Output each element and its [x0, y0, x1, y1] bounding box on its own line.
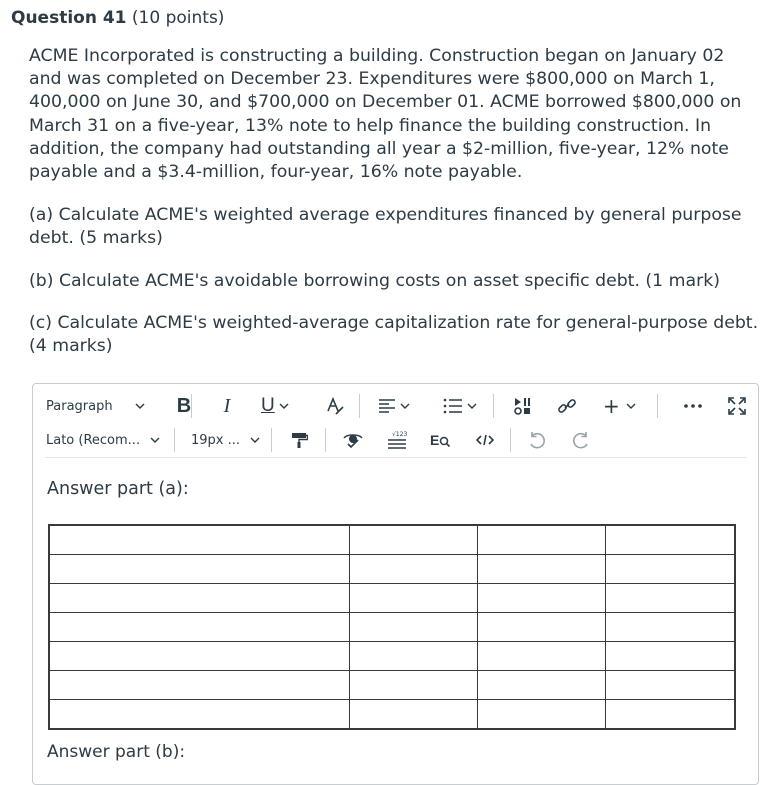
table-cell[interactable] — [478, 613, 606, 642]
align-icon[interactable] — [378, 394, 410, 418]
chevron-down-icon — [150, 437, 160, 443]
underline-icon[interactable]: U — [261, 394, 289, 418]
link-icon[interactable] — [555, 394, 579, 418]
table-row — [49, 584, 735, 613]
question-number: Question 41 — [11, 8, 127, 28]
rich-text-editor[interactable] — [32, 383, 759, 785]
table-row — [49, 700, 735, 730]
media-icon[interactable] — [511, 394, 535, 418]
table-cell[interactable] — [606, 642, 736, 671]
table-cell[interactable] — [478, 555, 606, 584]
table-cell[interactable] — [478, 700, 606, 730]
table-cell[interactable] — [606, 613, 736, 642]
table-cell[interactable] — [350, 642, 478, 671]
svg-text:√123: √123 — [392, 431, 407, 438]
question-part-b: (b) Calculate ACME's avoidable borrowing costs on asset specific debt. (1 mark) — [29, 270, 720, 291]
table-cell[interactable] — [606, 555, 736, 584]
table-cell[interactable] — [606, 671, 736, 700]
bold-icon[interactable]: B — [176, 394, 192, 417]
question-part-a: (a) Calculate ACME's weighted average expenditures financed by general purpose debt. (5 marks) — [29, 205, 742, 249]
table-cell[interactable] — [606, 584, 736, 613]
toolbar-divider — [45, 457, 746, 458]
answer-table[interactable] — [48, 524, 736, 730]
table-cell[interactable] — [478, 671, 606, 700]
html-icon[interactable] — [473, 428, 497, 452]
font-family-label: Lato (Recom... — [46, 432, 141, 448]
table-cell[interactable] — [478, 584, 606, 613]
table-row — [49, 525, 735, 555]
find-replace-icon[interactable] — [428, 428, 452, 452]
svg-text:E: E — [430, 432, 440, 448]
table-cell[interactable] — [350, 671, 478, 700]
font-size-label: 19px ... — [191, 432, 241, 448]
block-format-label: Paragraph — [46, 398, 113, 414]
question-points: (10 points) — [131, 8, 225, 28]
question-part-c: (c) Calculate ACME's weighted-average capitalization rate for general-purpose debt. (4 marks) — [29, 312, 759, 357]
font-family-dropdown[interactable] — [46, 430, 160, 450]
format-painter-icon[interactable] — [287, 428, 311, 452]
table-cell[interactable] — [49, 584, 350, 613]
table-row — [49, 671, 735, 700]
table-cell[interactable] — [606, 525, 736, 555]
insert-icon[interactable]: + — [603, 394, 636, 418]
undo-icon[interactable] — [525, 428, 549, 452]
redo-icon[interactable] — [569, 428, 593, 452]
italic-icon[interactable]: I — [223, 394, 231, 417]
table-cell[interactable] — [49, 671, 350, 700]
equation-icon[interactable] — [385, 428, 409, 452]
table-cell[interactable] — [478, 525, 606, 555]
more-icon[interactable] — [681, 394, 705, 418]
list-icon[interactable] — [443, 394, 477, 418]
accessibility-icon[interactable] — [341, 428, 365, 452]
table-cell[interactable] — [49, 525, 350, 555]
table-row — [49, 642, 735, 671]
block-format-dropdown[interactable] — [46, 396, 145, 416]
chevron-down-icon — [135, 403, 145, 409]
table-cell[interactable] — [49, 613, 350, 642]
table-row — [49, 613, 735, 642]
table-cell[interactable] — [350, 700, 478, 730]
answer-part-a-label: Answer part (a): — [47, 479, 189, 499]
question-header — [11, 8, 224, 28]
table-cell[interactable] — [49, 555, 350, 584]
table-cell[interactable] — [350, 555, 478, 584]
table-cell[interactable] — [350, 584, 478, 613]
table-cell[interactable] — [350, 613, 478, 642]
table-cell[interactable] — [49, 700, 350, 730]
question-body — [29, 45, 759, 377]
table-cell[interactable] — [350, 525, 478, 555]
table-cell[interactable] — [606, 700, 736, 730]
table-cell[interactable] — [49, 642, 350, 671]
table-cell[interactable] — [478, 642, 606, 671]
table-row — [49, 555, 735, 584]
answer-part-b-label: Answer part (b): — [47, 742, 186, 762]
question-stem: ACME Incorporated is constructing a building. Construction began on January 02 and was completed on December 23. Expenditures were $800,000 on March 1, 400,000 on June 30, and $700,000 on December 01. ACME borrowed $800,000 on March 31 on a five-year, 13% note to help finance the building construction. In addition, the company had outstanding all year a $2-million, five-year, 12% note payable and a $3.4-million, four-year, 16% note payable. — [29, 46, 742, 183]
chevron-down-icon — [250, 437, 260, 443]
text-color-icon[interactable] — [323, 394, 347, 418]
font-size-dropdown[interactable] — [191, 430, 260, 450]
fullscreen-icon[interactable] — [725, 394, 749, 418]
